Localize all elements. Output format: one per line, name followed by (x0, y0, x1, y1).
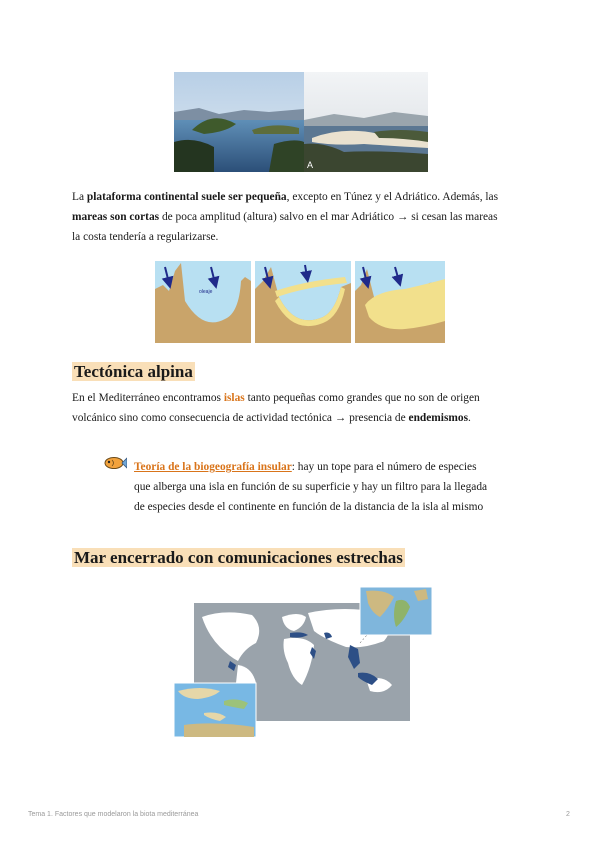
heading-text: Tectónica alpina (74, 362, 193, 381)
diagram-panel-2 (255, 261, 351, 343)
paragraph-line: que alberga una isla en función de su superficie y hay un filtro para la llegada (134, 481, 488, 493)
diagram-panel-3 (355, 261, 445, 343)
text: de poca amplitud (altura) salvo en el mar Adriático → si cesan las mareas (159, 211, 498, 223)
paragraph-line: de especies desde el continente en función de la distancia de la isla al mismo (134, 501, 484, 513)
world-map-figure (174, 587, 436, 739)
text: : hay un tope para el número de especies (291, 461, 477, 473)
paragraph-line (72, 187, 542, 207)
diagram-panel-1 (155, 261, 251, 343)
paragraph-islands (72, 388, 542, 428)
text: . (468, 412, 471, 424)
heading-text: Mar encerrado con comunicaciones estrechas (74, 548, 403, 567)
paragraph-platform (72, 187, 542, 247)
coastal-photos (174, 72, 428, 172)
footer-title: Tema 1. Factores que modelaron la biota mediterránea (28, 811, 199, 818)
paragraph-line: la costa tendería a regularizarse. (72, 231, 219, 243)
text: volcánico sino como consecuencia de actividad tectónica → presencia de (72, 412, 409, 424)
coast-erosion-svg (155, 261, 445, 343)
paragraph-line (134, 457, 554, 477)
coastal-photos-svg (174, 72, 428, 172)
text: , excepto en Túnez y el Adriático. Además, las (286, 191, 499, 203)
section-heading-mar (72, 547, 405, 569)
paragraph-line (72, 408, 542, 428)
highlight-term: islas (223, 392, 245, 404)
bold-term: plataforma continental suele ser pequeña (86, 191, 287, 203)
paragraph-line (72, 388, 542, 408)
bold-term: endemismos (408, 412, 468, 424)
world-map-svg (174, 587, 436, 739)
note-biogeography (134, 457, 554, 517)
paragraph-line (72, 207, 542, 227)
photo-caption-letter: A (307, 160, 314, 170)
text: La (72, 191, 87, 203)
diagram-label: oleaje (199, 289, 213, 295)
coast-erosion-diagram (155, 261, 445, 343)
fish-icon (103, 455, 127, 471)
page-number: 2 (566, 811, 570, 818)
section-heading-tectonica (72, 361, 195, 383)
text: En el Mediterráneo encontramos (72, 392, 224, 404)
bold-term: mareas son cortas (72, 211, 160, 223)
biogeography-theory-link[interactable]: Teoría de la biogeografía insular (134, 461, 292, 473)
text: tanto pequeñas como grandes que no son de origen (244, 392, 480, 404)
